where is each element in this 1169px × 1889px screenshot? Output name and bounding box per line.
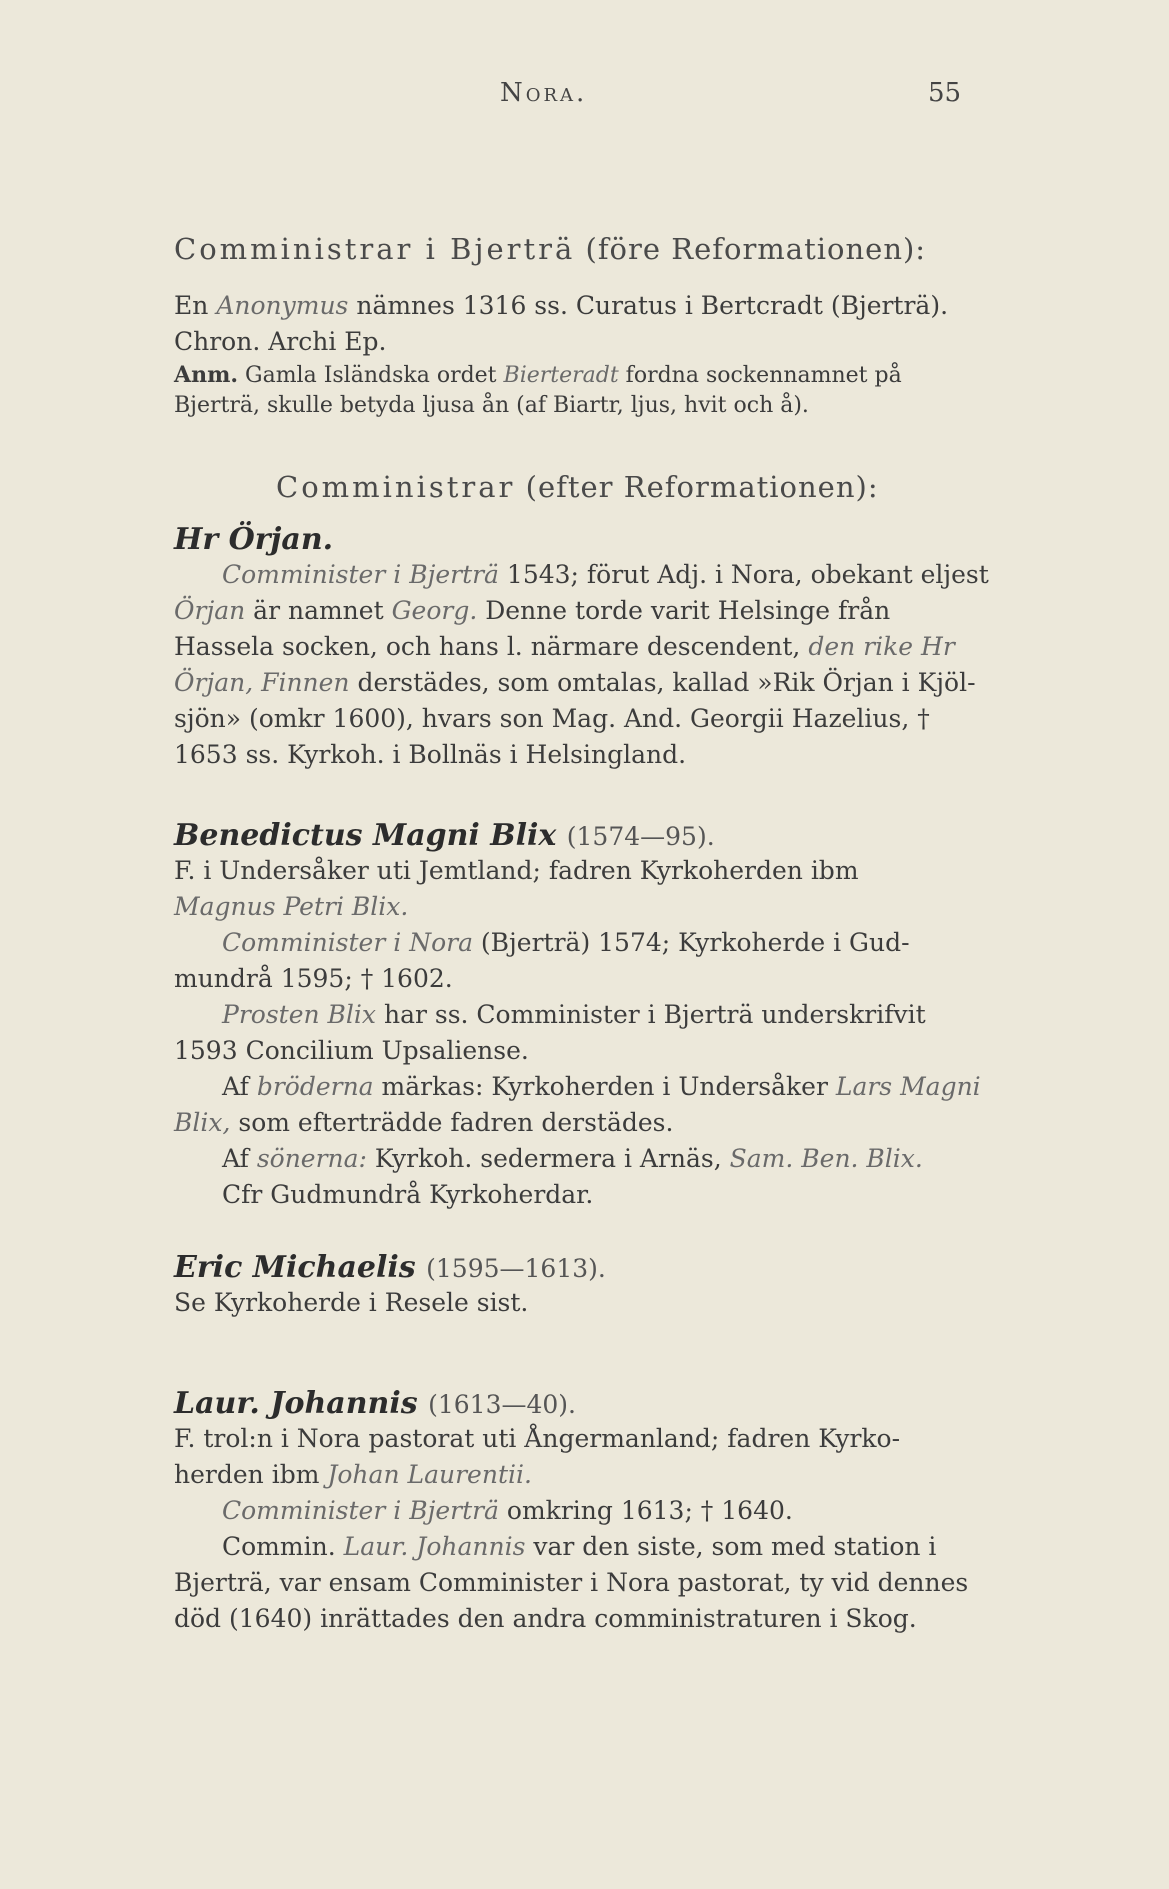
section-heading [174, 232, 1034, 266]
section-heading-suffix: (före Reformationen): [585, 232, 927, 266]
section-heading [276, 470, 1136, 504]
text-line: Se Kyrkoherde i Resele sist. [174, 1288, 529, 1317]
section-heading-suffix: (efter Reformationen): [525, 470, 879, 504]
entry-dates: (1595—1613). [426, 1254, 606, 1283]
section-heading-title: Comministrar i Bjerträ [174, 232, 576, 266]
section-after-reformation [276, 470, 1136, 504]
section-before-reformation [174, 232, 1034, 421]
text-line: Bjerträ, var ensam Comminister i Nora pastorat, ty vid dennes [174, 1568, 969, 1597]
entry-dates: (1574—95). [566, 822, 715, 851]
text-line: mundrå 1595; † 1602. [174, 964, 453, 993]
text-line: herden ibm Johan Laurentii. [174, 1460, 532, 1489]
text-line: död (1640) inrättades den andra comministraturen i Skog. [174, 1604, 917, 1633]
entry-benedictus-magni-blix [174, 818, 1034, 1213]
running-header [0, 78, 1169, 118]
text-line: sjön» (omkr 1600), hvars son Mag. And. Georgii Hazelius, † [174, 704, 930, 733]
entry-name: Benedictus Magni Blix (1574—95). [174, 818, 715, 853]
text-line: F. i Undersåker uti Jemtland; fadren Kyrkoherden ibm [174, 856, 859, 885]
text-line: En Anonymus nämnes 1316 ss. Curatus i Bertcradt (Bjerträ). [174, 291, 949, 320]
text-line: Magnus Petri Blix. [174, 892, 409, 921]
anm-label: Anm. [174, 362, 239, 388]
text-line: Af bröderna märkas: Kyrkoherden i Undersåker Lars Magni [222, 1072, 981, 1101]
annotation-note: Anm. Gamla Isländska ordet Bierteradt fordna sockennamnet på [174, 362, 902, 388]
text-line: Comminister i Nora (Bjerträ) 1574; Kyrkoherde i Gud- [222, 928, 910, 957]
entry-laur-johannis [174, 1386, 1034, 1637]
entry-eric-michaelis [174, 1250, 1034, 1321]
text-line: Comminister i Bjerträ 1543; förut Adj. i Nora, obekant eljest [222, 560, 989, 589]
text-line: Commin. Laur. Johannis var den siste, som med station i [222, 1532, 937, 1561]
text-line: Chron. Archi Ep. [174, 327, 387, 356]
text-line: Örjan är namnet Georg. Denne torde varit Helsinge från [174, 596, 891, 625]
text-line: Hassela socken, och hans l. närmare descendent, den rike Hr [174, 632, 955, 661]
text-line: Prosten Blix har ss. Comminister i Bjerträ underskrifvit [222, 1000, 926, 1029]
page-number: 55 [928, 78, 962, 108]
annotation-note-line2: Bjerträ, skulle betyda ljusa ån (af Biartr, ljus, hvit och å). [174, 393, 809, 418]
text-line: Comminister i Bjerträ omkring 1613; † 1640. [222, 1496, 793, 1525]
entry-name: Hr Örjan. [174, 522, 334, 557]
text-line: Örjan, Finnen derstädes, som omtalas, kallad »Rik Örjan i Kjöl- [174, 668, 976, 697]
section-heading-title: Comministrar [276, 470, 516, 504]
text-line: 1593 Concilium Upsaliense. [174, 1036, 529, 1065]
text-line: Af sönerna: Kyrkoh. sedermera i Arnäs, Sam. Ben. Blix. [222, 1144, 923, 1173]
text-line: 1653 ss. Kyrkoh. i Bollnäs i Helsingland. [174, 740, 687, 769]
text-line: F. trol:n i Nora pastorat uti Ångermanland; fadren Kyrko- [174, 1424, 901, 1453]
text-line: Cfr Gudmundrå Kyrkoherdar. [222, 1180, 594, 1209]
entry-name: Eric Michaelis (1595—1613). [174, 1250, 606, 1285]
entry-name: Laur. Johannis (1613—40). [174, 1386, 576, 1421]
entry-dates: (1613—40). [428, 1390, 576, 1419]
entry-hr-orjan [174, 522, 1034, 773]
text-line: Blix, som efterträdde fadren derstädes. [174, 1108, 674, 1137]
running-title: Nora. [500, 78, 588, 108]
